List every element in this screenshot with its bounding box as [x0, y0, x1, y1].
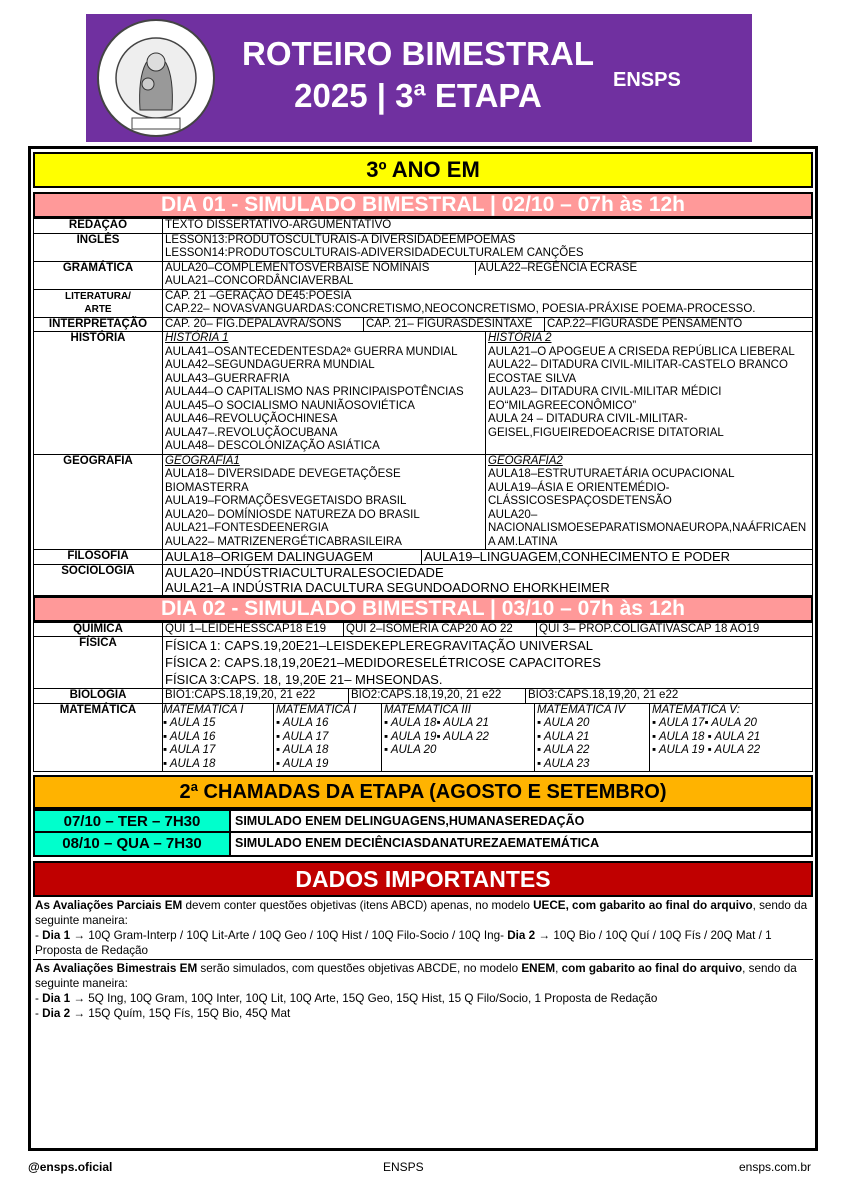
content-line: AULA23– DITADURA CIVIL-MILITAR MÉDICI	[488, 386, 722, 398]
footer-website[interactable]: ensps.com.br	[738, 1160, 811, 1174]
content-line: AULA19–ÁSIA E ORIENTEMÉDIO-	[488, 481, 670, 494]
content-line: AULA22–REGÊNCIA ECRASE	[476, 262, 811, 276]
subject-label: MATEMÁTICA	[34, 703, 163, 772]
subject-label: FILOSOFIA	[34, 550, 163, 565]
table-row	[34, 622, 813, 637]
content-line: FÍSICA 2: CAPS.18,19,20E21–MEDIDORESELÉTRICOSE CAPACITORES	[165, 655, 601, 670]
important-title: DADOS IMPORTANTES	[33, 861, 813, 897]
subject-label-line: LITERATURA/	[65, 290, 131, 302]
column-heading: GEOGRAFIA1	[165, 454, 240, 467]
content-line: AULA43–GUERRAFRIA	[165, 372, 290, 385]
table-row	[34, 233, 813, 261]
header-banner	[86, 14, 752, 142]
content-line: EO“MILAGREECONÔMICO”	[488, 399, 637, 412]
column-heading: MATEMÁTICA I	[163, 703, 244, 716]
day2-title: DIA 02 - SIMULADO BIMESTRAL | 03/10 – 07h às 12h	[33, 596, 813, 622]
table-row	[34, 564, 813, 595]
second-call-desc: SIMULADO ENEM DECIÊNCIASDANATUREZAEMATEMÁTICA	[231, 833, 811, 855]
content-line: LESSON14:PRODUTOSCULTURAIS-ADIVERSIDADECULTURALEM CANÇÕES	[165, 247, 584, 259]
day2-table	[33, 622, 813, 773]
content-cell	[163, 689, 813, 704]
content-line: QUÍ 1–LEIDEHESSCAP18 E19	[165, 622, 327, 635]
content-line: FÍSICA 3:CAPS. 18, 19,20E 21– MHSEONDAS.	[165, 672, 443, 687]
content-line: AULA21–FONTESDEENERGIA	[165, 522, 329, 534]
footer-school: ENSPS	[383, 1160, 424, 1174]
content-line: ▪ AULA 19	[276, 757, 329, 770]
day1-title: DIA 01 - SIMULADO BIMESTRAL | 02/10 – 07h às 12h	[33, 192, 813, 218]
content-line: QUÍ 3– PROP.COLIGATIVASCAP 18 AO19	[537, 623, 811, 637]
table-row	[34, 689, 813, 704]
content-line: AULA19–LINGUAGEM,CONHECIMENTO E PODER	[422, 550, 811, 564]
content-cell	[163, 332, 813, 455]
content-cell	[163, 550, 813, 565]
subject-label: BIOLOGIA	[34, 689, 163, 704]
matematica-column	[535, 704, 650, 772]
content-line: GEISEL,FIGUEIREDOEACRISE DITATORIAL	[488, 426, 724, 439]
content-line: ▪ AULA 20	[384, 744, 437, 756]
table-row	[34, 289, 813, 317]
historia-2-column	[486, 332, 813, 454]
column-heading: MATEMÁTICA III	[384, 703, 471, 716]
content-line: ▪ AULA 16	[163, 730, 216, 743]
content-line: CAP.22– NOVASVANGUARDAS:CONCRETISMO,NEOCONCRETISMO, POESIA-PRÁXISE POEMA-PROCESSO.	[165, 303, 756, 315]
content-line: AULA21–CONCORDÂNCIAVERBAL	[165, 275, 354, 287]
second-call-desc: SIMULADO ENEM DELINGUAGENS,HUMANASEREDAÇÃO	[231, 811, 811, 831]
important-notes	[33, 897, 813, 1022]
subject-label: INTERPRETAÇÃO	[34, 317, 163, 332]
second-call-date: 07/10 – TER – 7H30	[35, 811, 231, 831]
table-row	[34, 454, 813, 550]
geografia-2-column	[486, 455, 813, 550]
content-line: AULA41–OSANTECEDENTESDA2ª GUERRA MUNDIAL	[165, 345, 458, 358]
page-title-line1: ROTEIRO BIMESTRAL	[242, 35, 594, 72]
content-line: LESSON13:PRODUTOSCULTURAIS-A DIVERSIDADEEMPOEMAS	[165, 233, 516, 246]
content-line: BIO2:CAPS.18,19,20, 21 e22	[349, 689, 526, 703]
content-line: AULA20– DOMÍNIOSDE NATUREZA DO BRASIL	[165, 508, 420, 521]
content-line: AULA22– MATRIZENERGÉTICABRASILEIRA	[165, 535, 402, 548]
content-line: AULA47–.REVOLUÇÃOCUBANA	[165, 426, 338, 439]
content-cell	[163, 261, 813, 289]
subject-label: INGLÊS	[34, 233, 163, 261]
second-call-title: 2ª CHAMADAS DA ETAPA (AGOSTO E SETEMBRO)	[33, 775, 813, 809]
note-paragraph: - Dia 1 → 5Q Ing, 10Q Gram, 10Q Inter, 10Q Lit, 10Q Arte, 15Q Geo, 15Q Hist, 15 Q Filo/Socio, 1 Proposta de Redação	[35, 992, 658, 1005]
content-cell	[163, 289, 813, 317]
content-line: ▪ AULA 20	[537, 717, 590, 729]
content-line: AULA45–O SOCIALISMO NAUNIÃOSOVIÉTICA	[165, 399, 415, 412]
content-line: AULA20–COMPLEMENTOSVERBAISE NOMINAIS	[165, 261, 430, 274]
day1-table	[33, 218, 813, 596]
content-line: ▪ AULA 22	[537, 744, 590, 756]
subject-label: SOCIOLOGIA	[34, 564, 163, 595]
column-heading: HISTÓRIA 2	[488, 332, 552, 344]
matematica-column	[382, 704, 535, 772]
content-line: AULA20–INDÚSTRIACULTURALESOCIEDADE	[165, 564, 444, 580]
content-line: ▪ AULA 18	[163, 757, 216, 770]
content-line: ▪ AULA 17▪ AULA 20	[652, 717, 757, 729]
column-heading: MATEMÁTICA I	[276, 703, 357, 716]
subject-label: FÍSICA	[34, 637, 163, 689]
geografia-1-column	[163, 455, 486, 550]
content-line: ▪ AULA 17	[163, 744, 216, 756]
table-row	[34, 703, 813, 772]
content-cell	[163, 233, 813, 261]
content-line: AULA48– DESCOLONIZAÇÃO ASIÁTICA	[165, 440, 380, 452]
content-line: ▪ AULA 23	[537, 757, 590, 770]
content-line: ▪ AULA 15	[163, 717, 216, 729]
content-cell: TEXTO DISSERTATIVO-ARGUMENTATIVO	[163, 219, 813, 234]
content-line: BIO1:CAPS.18,19,20, 21 e22	[165, 689, 316, 701]
matematica-column	[274, 704, 382, 772]
content-line: FÍSICA 1: CAPS.19,20E21–LEISDEKEPLEREGRAVITAÇÃO UNIVERSAL	[165, 638, 593, 653]
table-row	[34, 637, 813, 689]
content-line: ▪ AULA 19▪ AULA 22	[384, 730, 489, 743]
table-row	[34, 219, 813, 234]
page-title-line2: 2025 | 3ª ETAPA	[294, 77, 542, 114]
content-cell	[163, 703, 813, 772]
table-row	[34, 261, 813, 289]
content-line: BIOMASTERRA	[165, 481, 249, 494]
note-paragraph: As Avaliações Parciais EM devem conter questões objetivas (itens ABCD) apenas, no modelo UECE, com gabarito ao final do arquivo, sendo da seguinte maneira:	[35, 899, 808, 927]
column-heading: MATEMÁTICA IV	[537, 703, 626, 716]
content-cell	[163, 637, 813, 689]
content-line: AULA19–FORMAÇÕESVEGETAISDO BRASIL	[165, 495, 407, 507]
note-paragraph: - Dia 2 → 15Q Quím, 15Q Fís, 15Q Bio, 45Q Mat	[35, 1007, 291, 1020]
content-line: CAP. 21 –GERAÇÃO DE45:POESIA	[165, 289, 352, 302]
content-line: CAP. 21– FIGURASDESINTAXE	[364, 318, 545, 332]
content-line: ▪ AULA 19 ▪ AULA 22	[652, 744, 761, 756]
historia-1-column	[163, 332, 486, 454]
content-line: ▪ AULA 18▪ AULA 21	[384, 717, 489, 729]
content-cell	[163, 317, 813, 332]
content-cell	[163, 622, 813, 637]
content-line: AULA18–ORIGEM DALINGUAGEM	[165, 549, 374, 564]
content-line: NACIONALISMOESEPARATISMONAEUROPA,NAÁFRICAEN	[488, 522, 807, 534]
content-line: ▪ AULA 18 ▪ AULA 21	[652, 730, 761, 743]
note-paragraph: - Dia 1 → 10Q Gram-Interp / 10Q Lit-Arte / 10Q Geo / 10Q Hist / 10Q Filo-Socio / 10Q Ing- Dia 2 → 10Q Bio / 10Q Quí / 10Q Fís / 20Q Mat / 1 Proposta de Redação	[35, 929, 772, 957]
content-line: AULA21–O APOGEUE A CRISEDA REPÚBLICA LIEBERAL	[488, 345, 795, 358]
content-line: ▪ AULA 18	[276, 744, 329, 756]
matematica-column	[650, 704, 813, 772]
note-paragraph: As Avaliações Bimestrais EM serão simulados, com questões objetivas ABCDE, no modelo ENEM, com gabarito ao final do arquivo, sendo da seguinte maneira:	[35, 962, 797, 990]
content-line: AULA21–A INDÚSTRIA DACULTURA SEGUNDOADORNO EHORKHEIMER	[165, 579, 610, 595]
matematica-column	[163, 704, 274, 772]
content-line: ▪ AULA 16	[276, 717, 329, 729]
column-heading: GEOGRAFIA2	[488, 454, 563, 467]
content-line: ▪ AULA 17	[276, 730, 329, 743]
content-line: BIO3:CAPS.18,19,20, 21 e22	[526, 689, 811, 703]
content-line: AULA42–SEGUNDAGUERRA MUNDIAL	[165, 359, 375, 371]
second-call-date: 08/10 – QUA – 7H30	[35, 833, 231, 855]
grade-title: 3º ANO EM	[33, 152, 813, 188]
subject-label: QUÍMICA	[34, 622, 163, 637]
content-line: A AM.LATINA	[488, 535, 558, 548]
second-call-row	[33, 809, 813, 833]
column-heading: MATEMÁTICA V:	[652, 703, 740, 716]
content-line: AULA22– DITADURA CIVIL-MILITAR-CASTELO BRANCO	[488, 359, 788, 371]
content-line: CAP.22–FIGURASDE PENSAMENTO	[545, 318, 811, 332]
content-line: AULA20–	[488, 508, 538, 521]
content-line: AULA18– DIVERSIDADE DEVEGETAÇÕESE	[165, 468, 401, 480]
content-line: AULA44–O CAPITALISMO NAS PRINCIPAISPOTÊNCIAS	[165, 386, 464, 398]
subject-label: GEOGRAFIA	[34, 454, 163, 550]
school-name: ENSPS	[613, 69, 681, 91]
content-line: CAP. 20– FIG.DEPALAVRA/SONS	[165, 317, 342, 330]
table-row	[34, 317, 813, 332]
second-call-list	[33, 809, 813, 857]
content	[33, 152, 813, 1022]
content-cell	[163, 564, 813, 595]
second-call-row	[33, 833, 813, 857]
column-heading: HISTÓRIA 1	[165, 332, 229, 344]
school-seal-logo	[96, 18, 216, 138]
subject-label: REDAÇÃO	[34, 219, 163, 234]
table-row	[34, 550, 813, 565]
subject-label: GRAMÁTICA	[34, 261, 163, 289]
content-cell	[163, 454, 813, 550]
content-line: ECOSTAE SILVA	[488, 372, 577, 385]
footer-instagram[interactable]: @ensps.oficial	[28, 1160, 113, 1174]
subject-label: HISTÓRIA	[34, 332, 163, 455]
content-line: AULA46–REVOLUÇÃOCHINESA	[165, 413, 338, 425]
content-line: AULA18–ESTRUTURAETÁRIA OCUPACIONAL	[488, 468, 735, 480]
table-row	[34, 332, 813, 455]
content-line: AULA 24 – DITADURA CIVIL-MILITAR-	[488, 413, 688, 425]
content-line: ▪ AULA 21	[537, 730, 590, 743]
subject-label-line: ARTE	[84, 303, 112, 315]
subject-label	[34, 289, 163, 317]
content-line: QUÍ 2–ISOMERIA CAP20 AO 22	[344, 623, 537, 637]
content-line: CLÁSSICOSESPAÇOSDETENSÃO	[488, 495, 672, 507]
